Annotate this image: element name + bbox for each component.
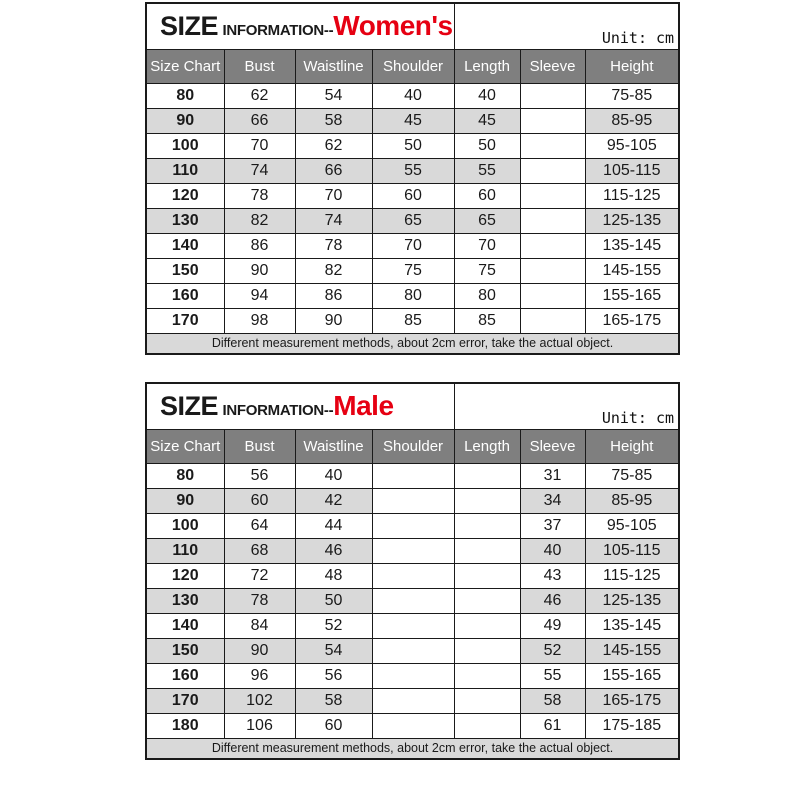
value-cell: 78	[224, 588, 295, 613]
value-cell: 125-135	[585, 588, 679, 613]
value-cell: 54	[295, 83, 372, 108]
value-cell: 40	[372, 83, 454, 108]
size-cell: 160	[146, 283, 224, 308]
value-cell: 135-145	[585, 613, 679, 638]
value-cell: 85	[372, 308, 454, 333]
size-cell: 140	[146, 613, 224, 638]
value-cell: 70	[224, 133, 295, 158]
value-cell	[454, 613, 520, 638]
value-cell	[454, 538, 520, 563]
size-row	[146, 663, 679, 688]
value-cell: 145-155	[585, 258, 679, 283]
value-cell: 95-105	[585, 133, 679, 158]
value-cell: 43	[520, 563, 585, 588]
value-cell: 58	[520, 688, 585, 713]
size-cell: 100	[146, 513, 224, 538]
value-cell: 64	[224, 513, 295, 538]
value-cell: 31	[520, 463, 585, 488]
value-cell	[454, 713, 520, 738]
value-cell: 62	[224, 83, 295, 108]
value-cell: 74	[295, 208, 372, 233]
column-header-height: Height	[585, 49, 679, 83]
value-cell: 54	[295, 638, 372, 663]
value-cell: 84	[224, 613, 295, 638]
value-cell: 49	[520, 613, 585, 638]
value-cell: 60	[224, 488, 295, 513]
value-cell	[454, 638, 520, 663]
size-cell: 90	[146, 488, 224, 513]
value-cell: 60	[372, 183, 454, 208]
value-cell: 90	[295, 308, 372, 333]
value-cell	[454, 513, 520, 538]
size-cell: 130	[146, 208, 224, 233]
value-cell: 60	[454, 183, 520, 208]
value-cell: 40	[520, 538, 585, 563]
size-row	[146, 538, 679, 563]
value-cell: 94	[224, 283, 295, 308]
value-cell: 65	[454, 208, 520, 233]
size-cell: 90	[146, 108, 224, 133]
value-cell: 70	[295, 183, 372, 208]
value-cell	[372, 488, 454, 513]
column-header-shoulder: Shoulder	[372, 49, 454, 83]
value-cell: 115-125	[585, 183, 679, 208]
size-row	[146, 638, 679, 663]
value-cell: 46	[520, 588, 585, 613]
size-cell: 150	[146, 258, 224, 283]
size-row	[146, 183, 679, 208]
value-cell: 48	[295, 563, 372, 588]
value-cell: 70	[454, 233, 520, 258]
size-row	[146, 613, 679, 638]
value-cell: 85	[454, 308, 520, 333]
value-cell: 75-85	[585, 463, 679, 488]
value-cell: 60	[295, 713, 372, 738]
value-cell: 85-95	[585, 488, 679, 513]
column-header-sleeve: Sleeve	[520, 49, 585, 83]
value-cell: 56	[224, 463, 295, 488]
value-cell: 70	[372, 233, 454, 258]
header-row	[146, 429, 679, 463]
size-cell: 130	[146, 588, 224, 613]
value-cell: 55	[372, 158, 454, 183]
value-cell: 50	[295, 588, 372, 613]
value-cell	[520, 158, 585, 183]
title-info-label: INFORMATION--	[222, 22, 334, 40]
value-cell	[520, 233, 585, 258]
value-cell: 165-175	[585, 308, 679, 333]
value-cell: 61	[520, 713, 585, 738]
value-cell: 115-125	[585, 563, 679, 588]
size-row	[146, 208, 679, 233]
value-cell: 34	[520, 488, 585, 513]
size-cell: 120	[146, 183, 224, 208]
value-cell	[454, 663, 520, 688]
value-cell: 105-115	[585, 158, 679, 183]
value-cell	[372, 638, 454, 663]
size-cell: 120	[146, 563, 224, 588]
footer-row	[146, 738, 679, 759]
value-cell: 145-155	[585, 638, 679, 663]
title-size-label: SIZE	[160, 11, 219, 42]
column-header-bust: Bust	[224, 429, 295, 463]
value-cell: 37	[520, 513, 585, 538]
value-cell	[454, 463, 520, 488]
size-cell: 110	[146, 538, 224, 563]
value-cell	[372, 463, 454, 488]
value-cell: 85-95	[585, 108, 679, 133]
value-cell: 86	[295, 283, 372, 308]
value-cell: 165-175	[585, 688, 679, 713]
value-cell: 55	[520, 663, 585, 688]
value-cell: 106	[224, 713, 295, 738]
value-cell	[372, 613, 454, 638]
size-cell: 100	[146, 133, 224, 158]
value-cell: 65	[372, 208, 454, 233]
value-cell: 125-135	[585, 208, 679, 233]
value-cell: 155-165	[585, 283, 679, 308]
column-header-waistline: Waistline	[295, 429, 372, 463]
title-size-label: SIZE	[160, 391, 219, 422]
value-cell: 90	[224, 258, 295, 283]
table-title	[146, 383, 454, 429]
value-cell: 105-115	[585, 538, 679, 563]
column-header-size-chart: Size Chart	[146, 49, 224, 83]
size-cell: 150	[146, 638, 224, 663]
column-header-waistline: Waistline	[295, 49, 372, 83]
size-cell: 110	[146, 158, 224, 183]
unit-label: Unit: cm	[454, 3, 679, 49]
value-cell	[454, 488, 520, 513]
size-row	[146, 513, 679, 538]
value-cell: 102	[224, 688, 295, 713]
value-cell	[372, 563, 454, 588]
size-cell: 160	[146, 663, 224, 688]
value-cell	[372, 663, 454, 688]
size-cell: 80	[146, 83, 224, 108]
measurement-note: Different measurement methods, about 2cm error, take the actual object.	[146, 333, 679, 354]
value-cell: 56	[295, 663, 372, 688]
womens-size-table	[145, 2, 680, 355]
column-header-sleeve: Sleeve	[520, 429, 585, 463]
size-cell: 170	[146, 688, 224, 713]
measurement-note: Different measurement methods, about 2cm error, take the actual object.	[146, 738, 679, 759]
value-cell: 68	[224, 538, 295, 563]
value-cell: 42	[295, 488, 372, 513]
value-cell: 75	[454, 258, 520, 283]
size-row	[146, 258, 679, 283]
size-row	[146, 688, 679, 713]
value-cell: 50	[372, 133, 454, 158]
value-cell: 78	[295, 233, 372, 258]
value-cell	[372, 538, 454, 563]
value-cell: 86	[224, 233, 295, 258]
value-cell: 72	[224, 563, 295, 588]
value-cell: 44	[295, 513, 372, 538]
size-cell: 140	[146, 233, 224, 258]
value-cell: 175-185	[585, 713, 679, 738]
value-cell: 90	[224, 638, 295, 663]
title-row	[146, 3, 679, 49]
size-row	[146, 713, 679, 738]
title-group-label: Women's	[333, 10, 453, 42]
value-cell: 50	[454, 133, 520, 158]
value-cell	[520, 258, 585, 283]
table-title	[146, 3, 454, 49]
column-header-bust: Bust	[224, 49, 295, 83]
value-cell	[520, 283, 585, 308]
size-row	[146, 283, 679, 308]
value-cell: 40	[454, 83, 520, 108]
value-cell: 75	[372, 258, 454, 283]
value-cell	[520, 183, 585, 208]
value-cell: 98	[224, 308, 295, 333]
size-row	[146, 233, 679, 258]
column-header-height: Height	[585, 429, 679, 463]
value-cell: 82	[295, 258, 372, 283]
size-row	[146, 108, 679, 133]
value-cell: 75-85	[585, 83, 679, 108]
size-row	[146, 83, 679, 108]
header-row	[146, 49, 679, 83]
value-cell	[372, 688, 454, 713]
size-row	[146, 488, 679, 513]
size-row	[146, 133, 679, 158]
value-cell: 66	[224, 108, 295, 133]
value-cell	[454, 588, 520, 613]
value-cell	[372, 713, 454, 738]
value-cell	[520, 308, 585, 333]
column-header-length: Length	[454, 429, 520, 463]
value-cell	[520, 208, 585, 233]
column-header-length: Length	[454, 49, 520, 83]
value-cell: 155-165	[585, 663, 679, 688]
value-cell	[372, 588, 454, 613]
size-row	[146, 158, 679, 183]
size-cell: 80	[146, 463, 224, 488]
column-header-size-chart: Size Chart	[146, 429, 224, 463]
value-cell	[454, 688, 520, 713]
value-cell	[520, 83, 585, 108]
value-cell	[372, 513, 454, 538]
value-cell: 66	[295, 158, 372, 183]
footer-row	[146, 333, 679, 354]
value-cell: 82	[224, 208, 295, 233]
value-cell: 45	[454, 108, 520, 133]
value-cell: 62	[295, 133, 372, 158]
size-row	[146, 463, 679, 488]
value-cell: 74	[224, 158, 295, 183]
value-cell: 46	[295, 538, 372, 563]
male-size-table	[145, 382, 680, 760]
value-cell	[520, 133, 585, 158]
column-header-shoulder: Shoulder	[372, 429, 454, 463]
value-cell: 52	[295, 613, 372, 638]
size-row	[146, 308, 679, 333]
value-cell: 40	[295, 463, 372, 488]
size-cell: 170	[146, 308, 224, 333]
value-cell	[520, 108, 585, 133]
value-cell: 45	[372, 108, 454, 133]
value-cell: 55	[454, 158, 520, 183]
value-cell: 80	[372, 283, 454, 308]
title-group-label: Male	[333, 390, 394, 422]
size-row	[146, 588, 679, 613]
value-cell: 52	[520, 638, 585, 663]
value-cell: 58	[295, 688, 372, 713]
value-cell: 80	[454, 283, 520, 308]
value-cell: 95-105	[585, 513, 679, 538]
value-cell: 78	[224, 183, 295, 208]
size-row	[146, 563, 679, 588]
unit-label: Unit: cm	[454, 383, 679, 429]
value-cell: 96	[224, 663, 295, 688]
title-row	[146, 383, 679, 429]
value-cell: 135-145	[585, 233, 679, 258]
size-cell: 180	[146, 713, 224, 738]
value-cell	[454, 563, 520, 588]
title-info-label: INFORMATION--	[222, 402, 334, 420]
value-cell: 58	[295, 108, 372, 133]
